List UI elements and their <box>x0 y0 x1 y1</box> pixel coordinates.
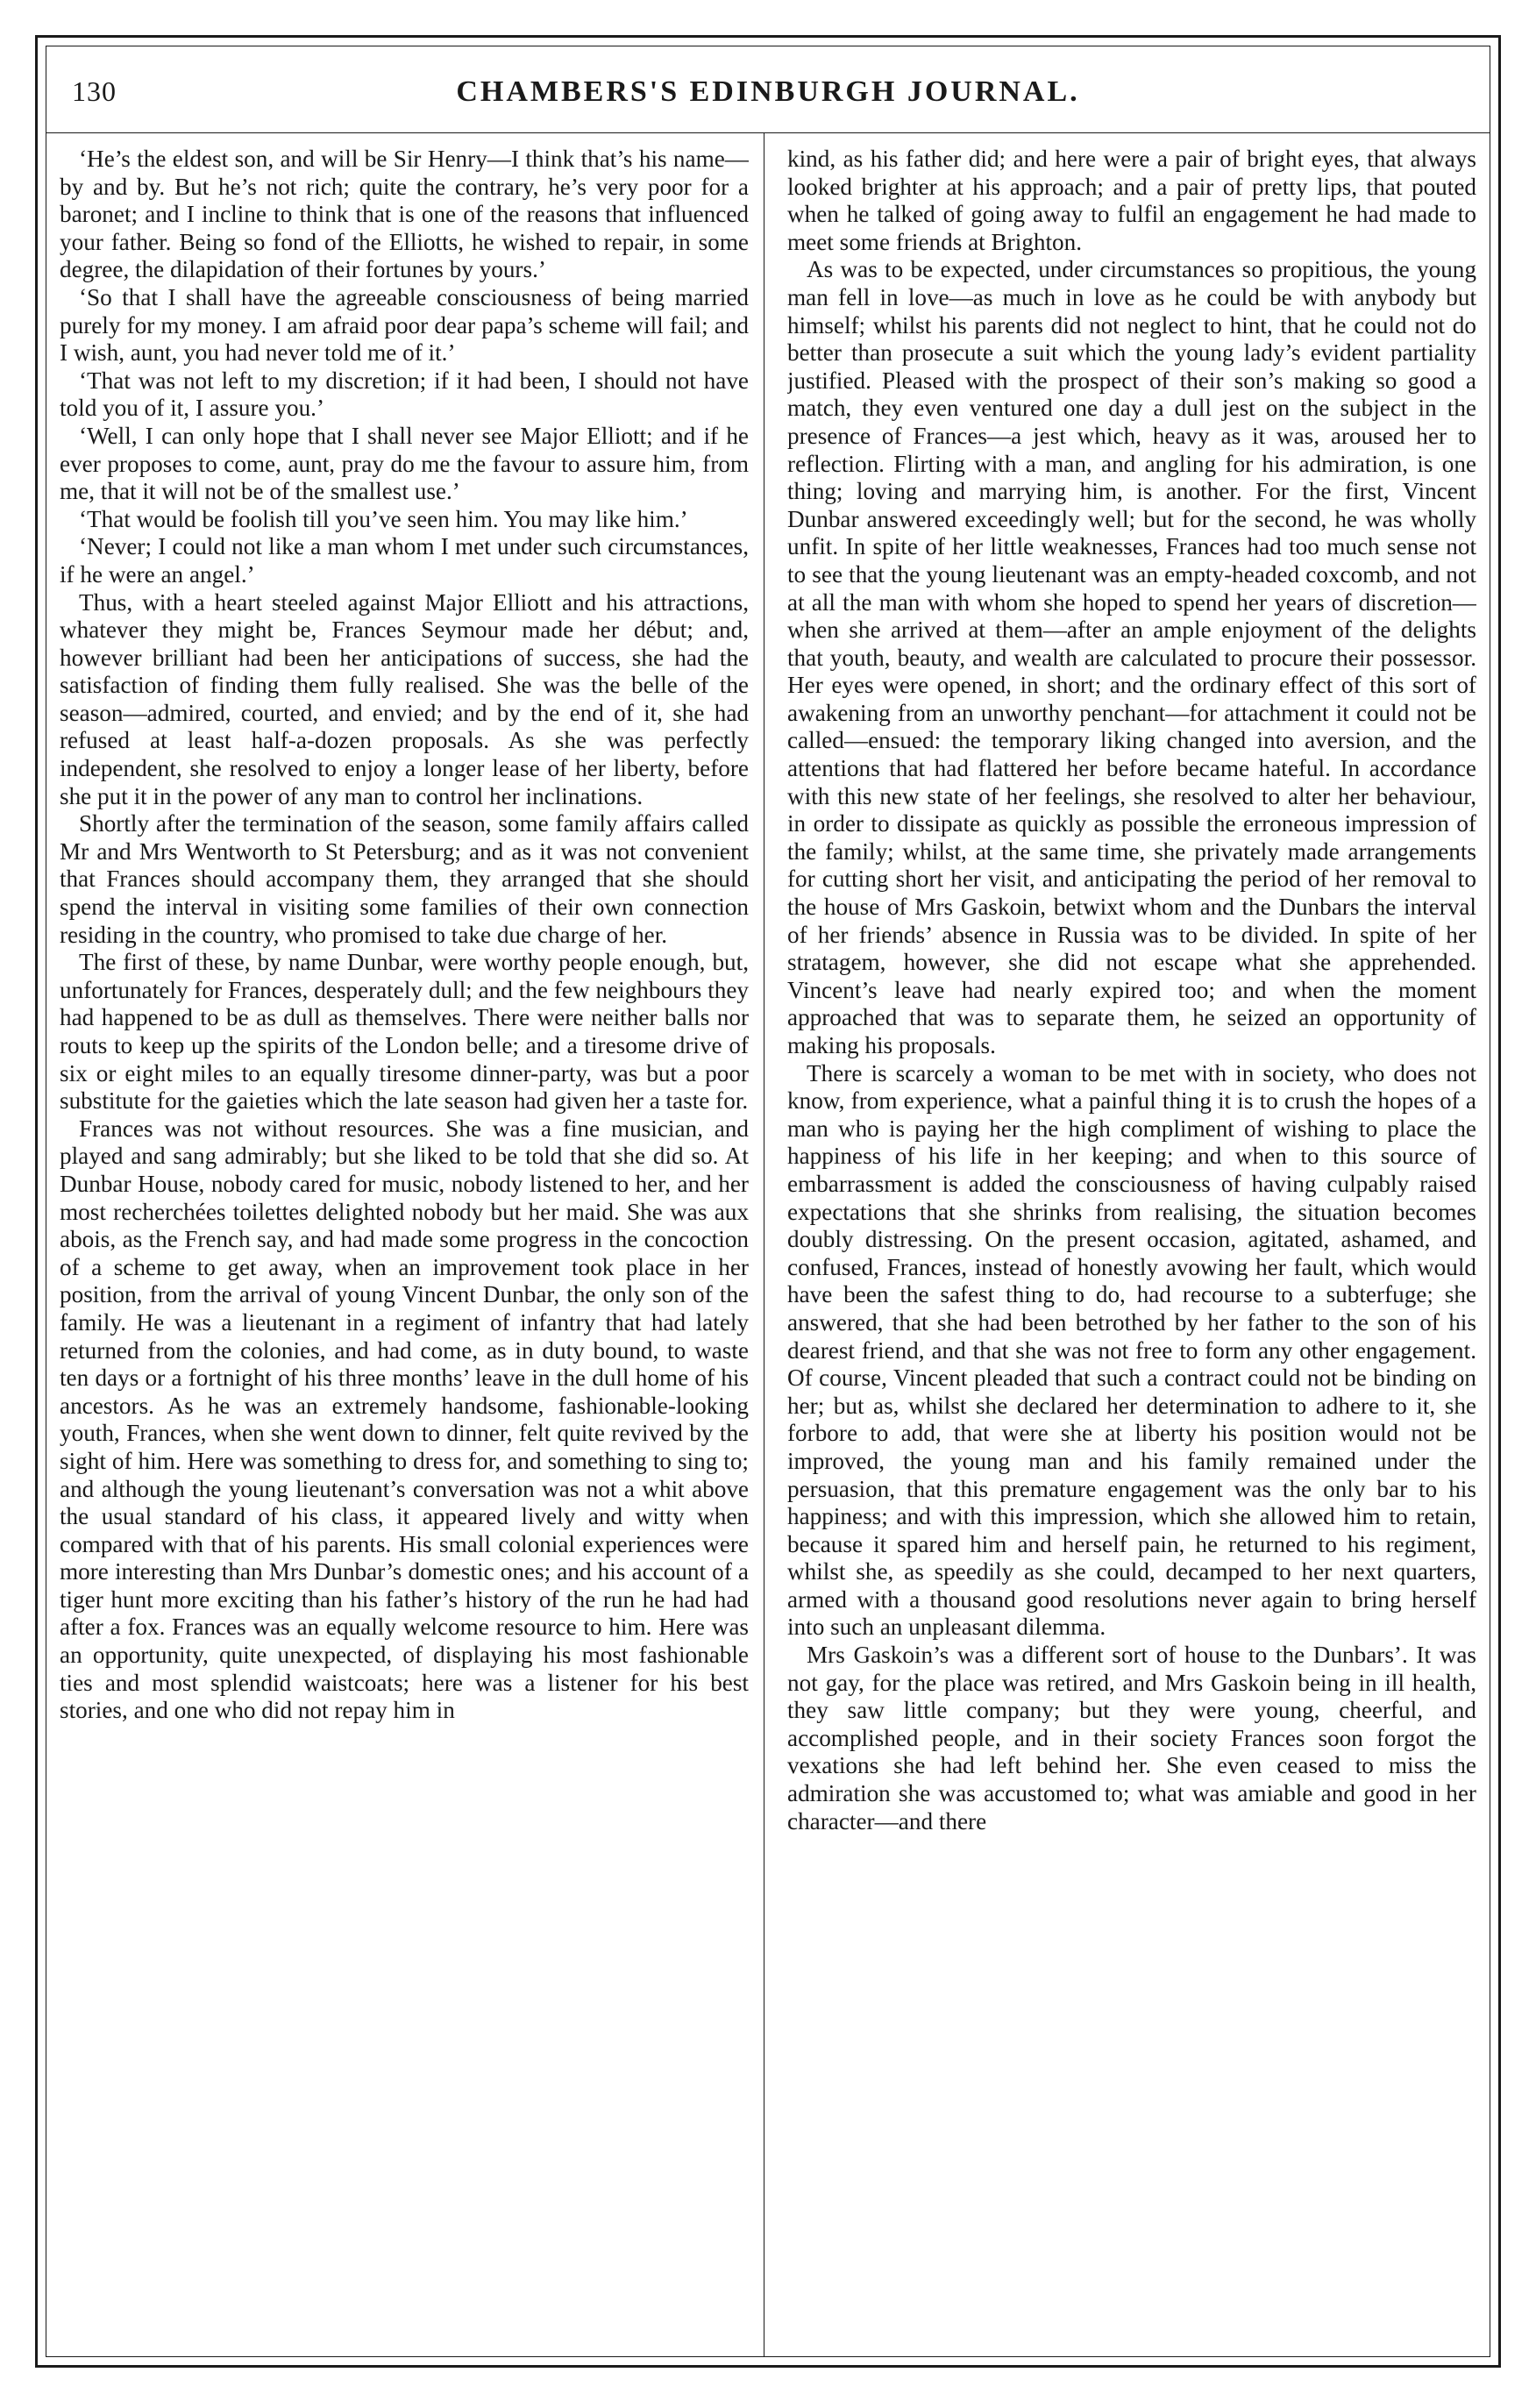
left-column <box>60 146 749 2338</box>
paragraph: The first of these, by name Dunbar, were worthy people enough, but, unfortunately for Frances, desperately dull; and the few neighbours they had happened to be as dull as themselves. There were neither balls nor routs to keep up the spirits of the London belle; and a tiresome drive of six or eight miles to an equally tiresome dinner-party, was but a poor substitute for the gaieties which the late season had given her a taste for. <box>60 949 749 1115</box>
paragraph: Frances was not without resources. She was a fine musician, and played and sang admirably; but she liked to be told that she did so. At Dunbar House, nobody cared for music, nobody listened to her, and her most recherchées toilettes delighted nobody but her maid. She was aux abois, as the French say, and had made some progress in the concoction of a scheme to get away, when an improvement took place in her position, from the arrival of young Vincent Dunbar, the only son of the family. He was a lieutenant in a regiment of infantry that had lately returned from the colonies, and had come, as in duty bound, to waste ten days or a fortnight of his three months’ leave in the dull home of his ancestors. As he was an extremely handsome, fashionable-looking youth, Frances, when she went down to dinner, felt quite revived by the sight of him. Here was something to dress for, and something to sing to; and although the young lieutenant’s conversation was not a whit above the usual standard of his class, it appeared lively and witty when compared with that of his parents. His small colonial experiences were more interesting than Mrs Dunbar’s domestic ones; and his account of a tiger hunt more exciting than his father’s history of the run he had had after a fox. Frances was an equally welcome resource to him. Here was an opportunity, quite unexpected, of displaying his most fashionable ties and most splendid waistcoats; here was a listener for his best stories, and one who did not repay him in <box>60 1115 749 1724</box>
paragraph: There is scarcely a woman to be met with in society, who does not know, from experience, what a painful thing it is to crush the hopes of a man who is paying her the high compliment of wishing to place the happiness of his life in her keeping; and when to this source of embarrassment is added the consciousness of having culpably raised expectations that she shrinks from realising, the situation becomes doubly distressing. On the present occasion, agitated, ashamed, and confused, Frances, instead of honestly avowing her fault, which would have been the safest thing to do, had recourse to a subterfuge; she answered, that she had been betrothed by her father to the son of his dearest friend, and that she was not free to form any other engagement. Of course, Vincent pleaded that such a contract could not be binding on her; but as, whilst she declared her determination to adhere to it, she forbore to add, that were she at liberty his position would not be improved, the young man and his family remained under the persuasion, that this premature engagement was the only bar to his happiness; and with this impression, which she allowed him to retain, because it spared him and herself pain, he returned to his regiment, whilst she, as speedily as she could, decamped to her next quarters, armed with a thousand good resolutions never again to bring herself into such an unpleasant dilemma. <box>787 1059 1476 1641</box>
article-body <box>60 146 1476 2338</box>
paragraph: Thus, with a heart steeled against Major Elliott and his attractions, whatever they might be, Frances Seymour made her début; and, however brilliant had been her anticipations of success, she had the satisfaction of finding them fully realised. She was the belle of the season—admired, courted, and envied; and by the end of it, she had refused at least half-a-dozen proposals. As she was perfectly independent, she resolved to enjoy a longer lease of her liberty, before she put it in the power of any man to control her inclinations. <box>60 588 749 809</box>
paragraph: ‘That was not left to my discretion; if it had been, I should not have told you of it, I assure you.’ <box>60 367 749 422</box>
page-header <box>46 46 1490 133</box>
paragraph: ‘That would be foolish till you’ve seen him. You may like him.’ <box>79 505 688 532</box>
paragraph: ‘So that I shall have the agreeable consciousness of being married purely for my money. I am afraid poor dear papa’s scheme will fail; and I wish, aunt, you had never told me of it.’ <box>60 283 749 367</box>
right-column <box>787 146 1476 2338</box>
paragraph-continued: kind, as his father did; and here were a pair of bright eyes, that always looked brighter at his approach; and a pair of pretty lips, that pouted when he talked of going away to fulfil an engagement he had made to meet some friends at Brighton. <box>787 146 1476 255</box>
page-number: 130 <box>72 75 117 107</box>
paragraph: ‘Never; I could not like a man whom I met under such circumstances, if he were an angel.’ <box>60 533 749 588</box>
paragraph: ‘Well, I can only hope that I shall never see Major Elliott; and if he ever proposes to come, aunt, pray do me the favour to assure him, from me, that it will not be of the smallest use.’ <box>60 422 749 505</box>
journal-title: CHAMBERS'S EDINBURGH JOURNAL. <box>456 75 1080 108</box>
paragraph: Mrs Gaskoin’s was a different sort of house to the Dunbars’. It was not gay, for the place was retired, and Mrs Gaskoin being in ill health, they saw little company; but they were young, cheerful, and accomplished people, and in their society Frances soon forgot the vexations she had left behind her. She even ceased to miss the admiration she was accustomed to; what was amiable and good in her character—and there <box>787 1642 1476 1834</box>
paragraph: Shortly after the termination of the season, some family affairs called Mr and Mrs Wentworth to St Petersburg; and as it was not convenient that Frances should accompany them, they arranged that she should spend the interval in visiting some families of their own connection residing in the country, who promised to take due charge of her. <box>60 810 749 948</box>
paragraph: ‘He’s the eldest son, and will be Sir Henry—I think that’s his name—by and by. But he’s not rich; quite the contrary, he’s very poor for a baronet; and I incline to think that is one of the reasons that influenced your father. Being so fond of the Elliotts, he wished to repair, in some degree, the dilapidation of their fortunes by yours.’ <box>60 146 749 283</box>
paragraph: As was to be expected, under circumstances so propitious, the young man fell in love—as much in love as he could be with anybody but himself; whilst his parents did not neglect to hint, that he could not do better than prosecute a suit which the young lady’s evident partiality justified. Pleased with the prospect of their son’s making so good a match, they even ventured one day a dull jest on the subject in the presence of Frances—a jest which, heavy as it was, aroused her to reflection. Flirting with a man, and angling for his admiration, is one thing; loving and marrying him, is another. For the first, Vincent Dunbar answered exceedingly well; but for the second, he was wholly unfit. In spite of her little weaknesses, Frances had too much sense not to see that the young lieutenant was an empty-headed coxcomb, and not at all the man with whom she hoped to spend her years of discretion—when she arrived at them—after an ample enjoyment of the delights that youth, beauty, and wealth are calculated to procure their possessor. Her eyes were opened, in short; and the ordinary effect of this sort of awakening from an unworthy penchant—for attachment it could not be called—ensued: the temporary liking changed into aversion, and the attentions that had flattered her before became hateful. In accordance with this new state of her feelings, she resolved to alter her behaviour, in order to dissipate as quickly as possible the erroneous impression of the family; whilst, at the same time, she privately made arrangements for cutting short her visit, and anticipating the period of her removal to the house of Mrs Gaskoin, betwixt whom and the Dunbars the interval of her friends’ absence in Russia was to be divided. In spite of her stratagem, however, she did not escape what she apprehended. Vincent’s leave had nearly expired too; and when the moment approached that was to separate them, he seized an opportunity of making his proposals. <box>787 256 1476 1058</box>
